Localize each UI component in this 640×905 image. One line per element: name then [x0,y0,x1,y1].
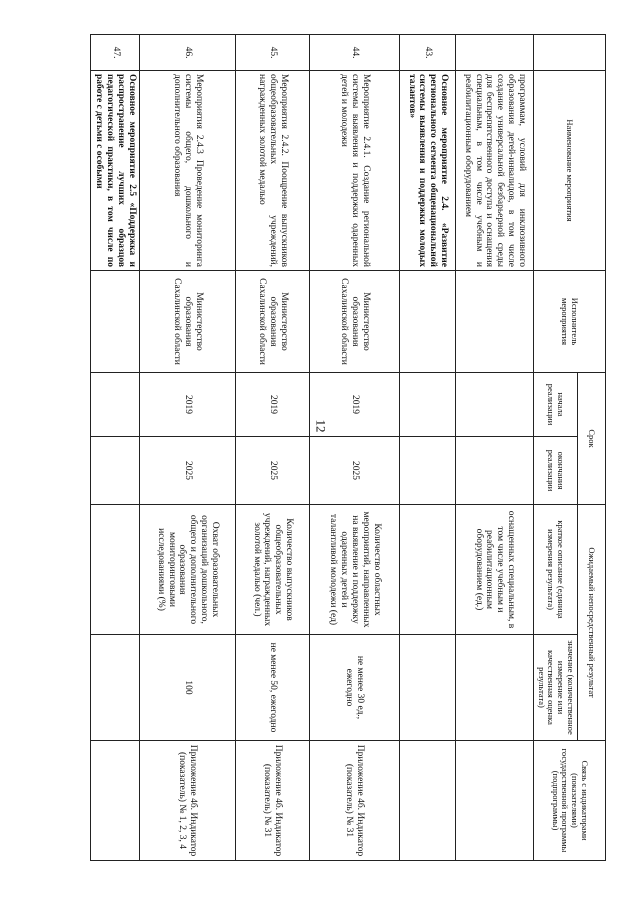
row-desc: Количество областных мероприятий, направленных на выявление и поддержку одаренных детей и талантливой молодежи (ед) [309,505,399,635]
row-start [455,373,533,437]
row-end: 2025 [139,437,235,505]
row-end [455,437,533,505]
header-executor: Исполнитель мероприятия [533,271,605,373]
header-num [533,35,605,71]
row-link [455,741,533,861]
row-start: 2019 [139,373,235,437]
header-term-start: начала реализации [533,373,577,437]
row-executor: Министерство образования Сахалинской области [309,271,399,373]
row-executor: Министерство образования Сахалинской области [139,271,235,373]
row-value [91,635,140,741]
row-num [455,35,533,71]
row-executor [91,271,140,373]
row-link: Приложение 4б. Индикатор (показатель) № 1, 2, 3, 4 [139,741,235,861]
row-num: 45. [235,35,309,71]
row-desc: Количество выпускников общеобразовательных учреждений, награжденных золотой медалью (чел.) [235,505,309,635]
row-desc: оснащенных специальным, в том числе учебным и реабилитационным оборудованием (ед.) [455,505,533,635]
row-num: 44. [309,35,399,71]
row-name: программам, условий для инклюзивного образования детей-инвалидов, в том числе создание универсальной безбарьерной среды для беспрепятственного доступа и оснащения специальным, в том числе учебным и реабилитационным оборудованием [455,71,533,271]
row-name: Основное мероприятие 2.4. «Развитие регионального сегмента общенациональной системы выявления и поддержки молодых талантов» [399,71,455,271]
row-name: Основное мероприятие 2.5 «Поддержка и распространение лучших образцов педагогической практики, в том числе по работе с детьми с особыми [91,71,140,271]
header-name: Наименование мероприятия [533,71,605,271]
table-row [455,35,533,861]
document-table-frame [96,34,606,860]
row-link: Приложение 4б. Индикатор (показатель) № 31 [309,741,399,861]
row-desc: Охват образовательных организаций дошкольного, общего и дополнительного образования мониторинговыми исследованиями (%) [139,505,235,635]
row-num: 47. [91,35,140,71]
row-name: Мероприятия 2.4.3 Проведение мониторинга системы общего, дошкольного и дополнительного образования [139,71,235,271]
row-name: Мероприятия 2.4.2. Поощрение выпускников общеобразовательных учреждений, награжденных золотой медалью [235,71,309,271]
row-value: 100 [139,635,235,741]
row-end: 2025 [235,437,309,505]
row-end: 2025 [309,437,399,505]
measures-table [90,34,606,861]
header-result-value: значение (количественное измерение или качественная оценка результата) [533,635,577,741]
row-value: не менее 50, ежегодно [235,635,309,741]
table-row [399,35,455,861]
header-term-end: окончания реализации [533,437,577,505]
row-executor: Министерство образования Сахалинской области [235,271,309,373]
row-end [91,437,140,505]
table-row [139,35,235,861]
row-executor [399,271,455,373]
row-link [91,741,140,861]
row-start [399,373,455,437]
row-name: Мероприятие 2.4.1. Создание региональной системы выявления и поддержки одаренных детей и молодежи [309,71,399,271]
header-link: Связь с индикаторами (показателями) государственной программы (подпрограммы) [533,741,605,861]
row-value [455,635,533,741]
row-executor [455,271,533,373]
row-end [399,437,455,505]
table-row [235,35,309,861]
row-link: Приложение 4б. Индикатор (показатель) № 31 [235,741,309,861]
row-link [399,741,455,861]
row-num: 43. [399,35,455,71]
row-start: 2019 [309,373,399,437]
header-result: Ожидаемый непосредственный результат [578,505,606,741]
page-number: 12 [313,419,328,433]
table-row [309,35,399,861]
row-start [91,373,140,437]
row-start: 2019 [235,373,309,437]
row-num: 46. [139,35,235,71]
header-term: Срок [578,373,606,505]
header-result-desc: краткое описание (единица измерения результата) [533,505,577,635]
row-value [399,635,455,741]
row-desc [399,505,455,635]
row-value: не менее 30 ед., ежегодно [309,635,399,741]
row-desc [91,505,140,635]
table-row [91,35,140,861]
